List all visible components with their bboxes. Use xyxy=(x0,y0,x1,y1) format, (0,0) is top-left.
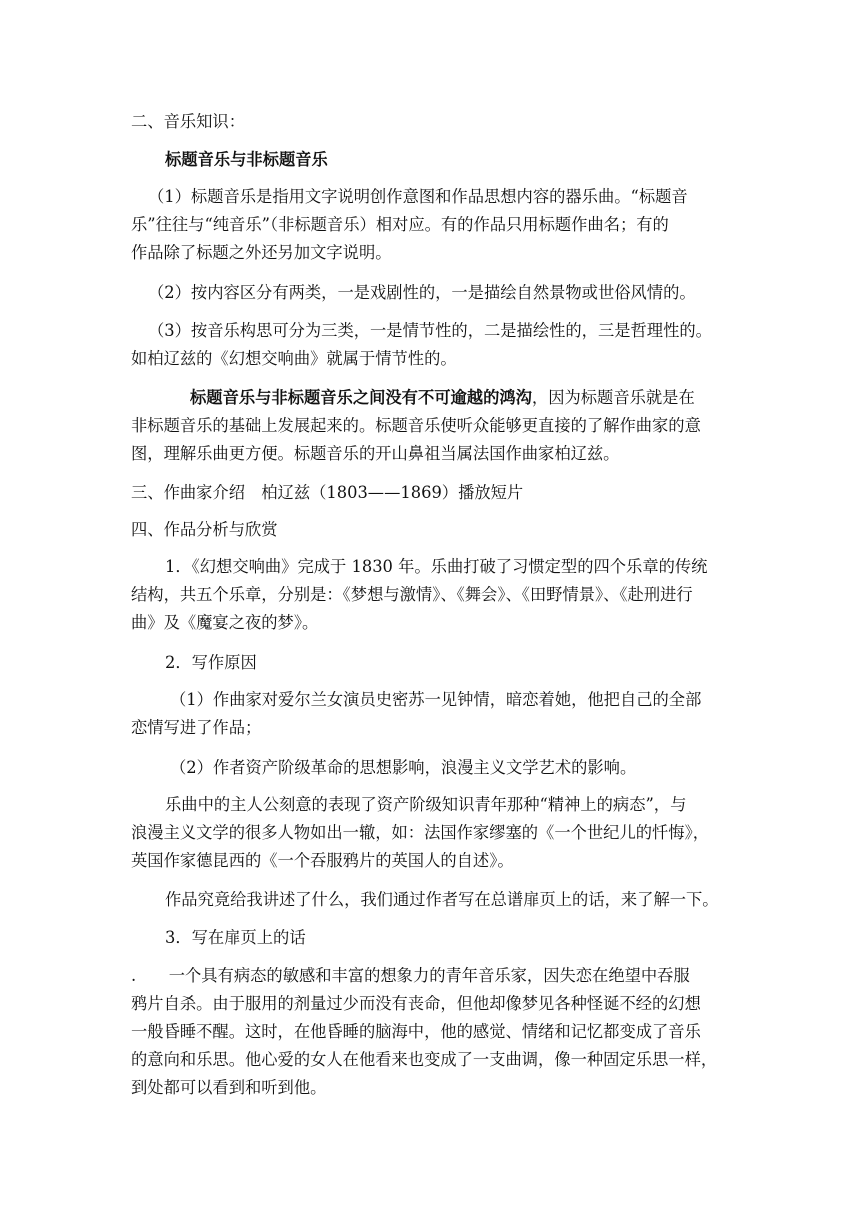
paragraph-5-line-2: 浪漫主义文学的很多人物如出一辙，如：法国作家缪塞的《一个世纪儿的忏悔》， xyxy=(131,823,709,842)
item-1-line-3: 曲》及《魔宴之夜的梦》。 xyxy=(131,613,319,632)
paragraph-5-line-3: 英国作家德昆西的《一个吞服鸦片的英国人的自述》。 xyxy=(131,851,514,870)
item-1-line-2: 结构，共五个乐章，分别是：《梦想与激情》、《舞会》、《田野情景》、《赴刑进行 xyxy=(131,585,693,604)
paragraph-1-line-3: 作品除了标题之外还另加文字说明。 xyxy=(131,243,392,262)
paragraph-6: 作品究竟给我讲述了什么，我们通过作者写在总谱扉页上的话，来了解一下。 xyxy=(165,890,719,909)
reason-1-line-2: 恋情写进了作品； xyxy=(131,718,262,737)
paragraph-7-line-5: 到处都可以看到和听到他。 xyxy=(131,1078,327,1097)
reason-1-line-1: （1）作曲家对爱尔兰女演员史密苏一见钟情，暗恋着她，他把自己的全部 xyxy=(170,690,702,709)
paragraph-5-line-1: 乐曲中的主人公刻意的表现了资产阶级知识青年那种“精神上的病态”，与 xyxy=(165,795,687,814)
paragraph-4-line-2: 非标题音乐的基础上发展起来的。标题音乐使听众能够更直接的了解作曲家的意 xyxy=(131,416,701,435)
item-3-heading: 3．写在扉页上的话 xyxy=(165,928,306,947)
paragraph-7-line-1: . 一个具有病态的敏感和丰富的想象力的青年音乐家，因失恋在绝望中吞服 xyxy=(131,966,690,985)
paragraph-4-line-1 xyxy=(190,388,695,408)
paragraph-4-lead-rest: ，因为标题音乐就是在 xyxy=(531,388,695,407)
paragraph-4-line-3: 图，理解乐曲更方便。标题音乐的开山鼻祖当属法国作曲家柏辽兹。 xyxy=(131,444,620,463)
section-heading-composer-intro: 三、作曲家介绍 柏辽兹（1803——1869）播放短片 xyxy=(131,483,524,502)
item-1-line-1: 1．《幻想交响曲》完成于 1830 年。乐曲打破了习惯定型的四个乐章的传统 xyxy=(165,557,708,576)
section-heading-work-analysis: 四、作品分析与欣赏 xyxy=(131,520,278,539)
paragraph-1-line-1: （1）标题音乐是指用文字说明创作意图和作品思想内容的器乐曲。“标题音 xyxy=(148,187,688,206)
paragraph-7-line-3: 一般昏睡不醒。这时，在他昏睡的脑海中，他的感觉、情绪和记忆都变成了音乐 xyxy=(131,1022,701,1041)
paragraph-4-bold-lead: 标题音乐与非标题音乐之间没有不可逾越的鸿沟 xyxy=(190,388,532,407)
subheading-program-music: 标题音乐与非标题音乐 xyxy=(165,150,328,169)
section-heading-music-knowledge: 二、音乐知识： xyxy=(131,112,245,131)
paragraph-2: （2）按内容区分有两类，一是戏剧性的，一是描绘自然景物或世俗风情的。 xyxy=(148,283,696,302)
item-2-heading: 2．写作原因 xyxy=(165,653,257,672)
paragraph-3-line-2: 如柏辽兹的《幻想交响曲》就属于情节性的。 xyxy=(131,349,457,368)
paragraph-7-line-2: 鸦片自杀。由于服用的剂量过少而没有丧命，但他却像梦见各种怪诞不经的幻想 xyxy=(131,994,701,1013)
paragraph-1-line-2: 乐”往往与“纯音乐”（非标题音乐）相对应。有的作品只用标题作曲名；有的 xyxy=(131,215,669,234)
paragraph-3-line-1: （3）按音乐构思可分为三类，一是情节性的，二是描绘性的，三是哲理性的。 xyxy=(148,321,712,340)
reason-2: （2）作者资产阶级革命的思想影响，浪漫主义文学艺术的影响。 xyxy=(170,758,637,777)
paragraph-7-line-4: 的意向和乐思。他心爱的女人在他看来也变成了一支曲调，像一种固定乐思一样， xyxy=(131,1050,718,1069)
